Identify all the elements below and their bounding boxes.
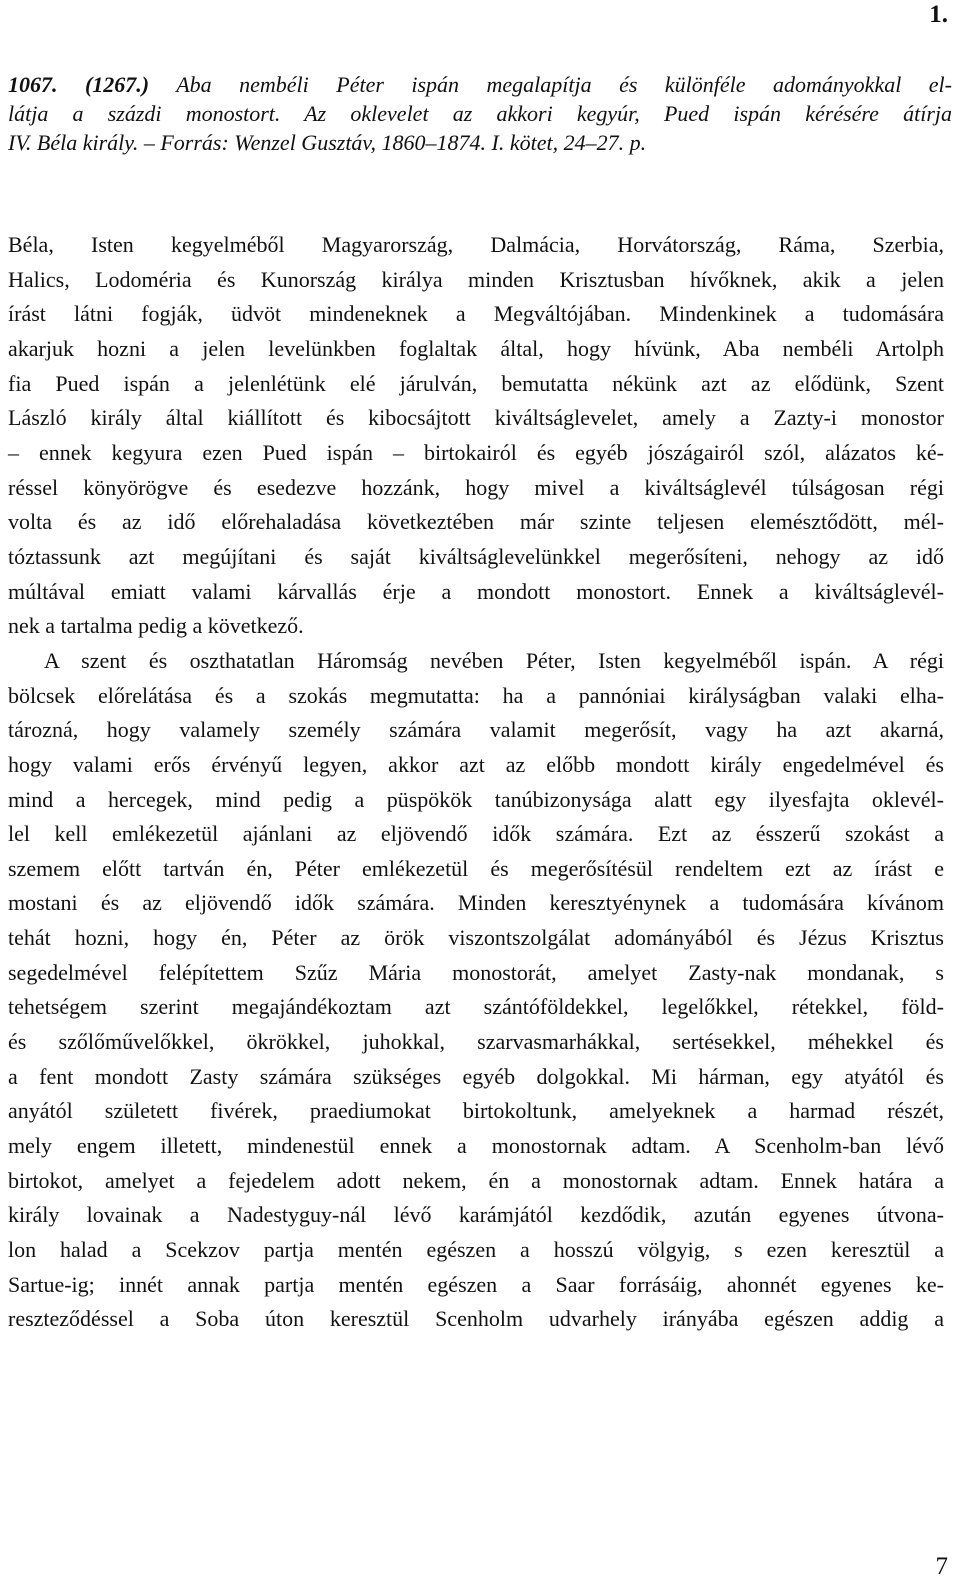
body-line: lel kell emlékezetül ajánlani az eljövendő idők számára. Ezt az ésszerű szokást a [8, 821, 944, 847]
body-line: tehát hozni, hogy én, Péter az örök viszontszolgálat adományából és Jézus Krisztus [8, 925, 944, 951]
header-line-text: Aba nembéli Péter ispán megalapítja és különféle adományokkal el- [149, 72, 952, 97]
body-text [8, 228, 944, 1337]
page-number-bottom: 7 [935, 1553, 948, 1580]
body-line: volta és az idő előrehaladása következtében már szinte teljesen elemésztődött, mél- [8, 509, 944, 535]
body-line: Béla, Isten kegyelméből Magyarország, Dalmácia, Horvátország, Ráma, Szerbia, [8, 232, 944, 257]
body-line: nek a tartalma pedig a következő. [8, 613, 304, 639]
body-line: – ennek kegyura ezen Pued ispán – birtokairól és egyéb jószágairól szól, alázatos ké- [8, 439, 944, 465]
body-line: bölcsek előrelátása és a szokás megmutatta: ha a pannóniai királyságban valaki elha- [8, 682, 944, 708]
body-line: mind a hercegek, mind pedig a püspökök tanúbizonysága alatt egy ilyesfajta oklevél- [8, 786, 944, 812]
body-line: birtokot, amelyet a fejedelem adott nekem, én a monostornak adtam. Ennek határa a [8, 1167, 944, 1193]
body-line: írást látni fogják, üdvöt mindeneknek a Megváltójában. Mindenkinek a tudomására [8, 301, 944, 327]
header-line [8, 70, 952, 99]
body-line: mely engem illetett, mindenestül ennek a monostornak adtam. A Scenholm-ban lévő [8, 1133, 944, 1159]
header-line: látja a százdi monostort. Az oklevelet az akkori kegyúr, Pued ispán kérésére átírja [8, 101, 952, 126]
page-number-top: 1. [929, 1, 948, 28]
body-line: király lovainak a Nadestyguy-nál lévő karámjától kezdődik, azután egyenes útvona- [8, 1202, 944, 1228]
body-line: mostani és az eljövendő idők számára. Minden keresztyénynek a tudomására kívánom [8, 890, 944, 916]
body-line: a fent mondott Zasty számára szükséges egyéb dolgokkal. Mi hárman, egy atyától és [8, 1063, 944, 1089]
body-line: anyától született fivérek, praediumokat birtokoltunk, amelyeknek a harmad részét, [8, 1098, 944, 1124]
document-header [8, 70, 952, 157]
body-line: réssel könyörögve és esedezve hozzánk, hogy mivel a kiváltságlevél túlságosan régi [8, 474, 944, 500]
body-line: segedelmével felépítettem Szűz Mária monostorát, amelyet Zasty-nak mondanak, s [8, 959, 944, 985]
body-line: tóztassunk azt megújítani és saját kiváltságlevelünkkel megerősíteni, nehogy az idő [8, 543, 944, 569]
body-line: akarjuk hozni a jelen levelünkben foglaltak által, hogy hívünk, Aba nembéli Artolph [8, 335, 944, 361]
body-line: Halics, Lodoméria és Kunország királya minden Krisztusban hívőknek, akik a jelen [8, 266, 944, 292]
body-line: hogy valami erős érvényű legyen, akkor azt az előbb mondott király engedelmével és [8, 751, 944, 777]
body-line: tehetségem szerint megajándékoztam azt szántóföldekkel, legelőkkel, rétekkel, föld- [8, 994, 944, 1020]
body-line: és szőlőművelőkkel, ökrökkel, juhokkal, szarvasmarhákkal, sertésekkel, méhekkel és [8, 1029, 944, 1055]
body-line: tározná, hogy valamely személy számára valamit megerősít, vagy ha azt akarná, [8, 717, 944, 743]
body-line: múltával emiatt valami kárvallás érje a mondott monostort. Ennek a kiváltságlevél- [8, 578, 944, 604]
body-line: lon halad a Scekzov partja mentén egészen a hosszú völgyig, s ezen keresztül a [8, 1237, 944, 1263]
body-line: reszteződéssel a Soba úton keresztül Scenholm udvarhely irányába egészen addig a [8, 1306, 944, 1332]
body-line: szemem előtt tartván én, Péter emlékezetül és megerősítésül rendeltem ezt az írást e [8, 855, 944, 881]
body-line: László király által kiállított és kibocsájtott kiváltságlevelet, amely a Zazty-i monostor [8, 405, 944, 431]
body-line: Sartue-ig; innét annak partja mentén egészen a Saar forrásáig, ahonnét egyenes ke- [8, 1271, 944, 1297]
charter-date: 1067. (1267.) [8, 72, 150, 97]
body-line: fia Pued ispán a jelenlétünk elé járulván, bemutatta nékünk azt az elődünk, Szent [8, 370, 944, 396]
body-line: A szent és oszthatatlan Háromság nevében Péter, Isten kegyelméből ispán. A régi [44, 647, 944, 673]
header-line: IV. Béla király. – Forrás: Wenzel Gusztáv, 1860–1874. I. kötet, 24–27. p. [8, 130, 647, 155]
